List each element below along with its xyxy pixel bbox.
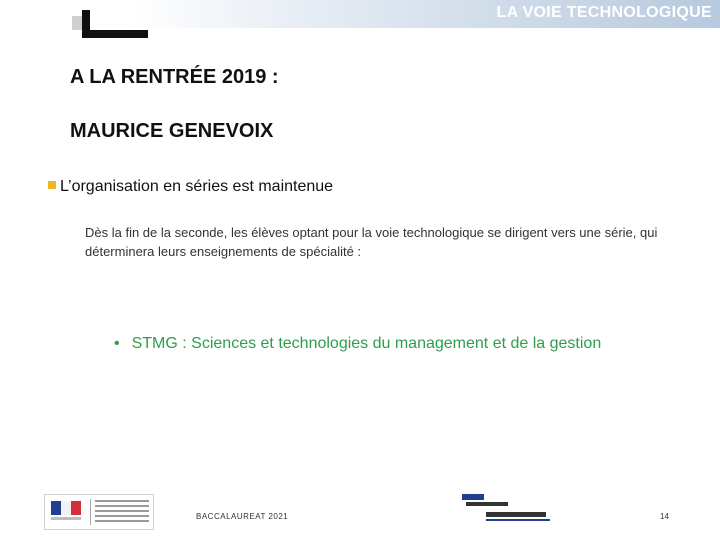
main-bullet <box>48 178 333 196</box>
header-title: LA VOIE TECHNOLOGIQUE <box>496 4 712 21</box>
footer-text: BACCALAUREAT 2021 <box>196 512 289 521</box>
square-bullet-icon <box>48 181 56 189</box>
body-paragraph: Dès la fin de la seconde, les élèves optant pour la voie technologique se dirigent vers une série, qui déterminera leurs enseignements de spécialité : <box>85 225 658 259</box>
bullet-dot-icon: • <box>114 335 120 352</box>
marianne-flag-icon <box>51 501 81 521</box>
sub-bullet-text: STMG : Sciences et technologies du management et de la gestion <box>131 335 602 352</box>
main-bullet-text: L’organisation en séries est maintenue <box>60 178 334 195</box>
slide-title-line2: MAURICE GENEVOIX <box>70 120 274 142</box>
corner-bracket-decoration <box>72 10 148 38</box>
slide-title-line1: A LA RENTRÉE 2019 : <box>70 66 279 88</box>
ministry-logo <box>44 494 154 530</box>
ecole-confiance-logo <box>462 494 552 524</box>
sub-bullet <box>114 335 601 353</box>
page-number: 14 <box>660 512 669 521</box>
